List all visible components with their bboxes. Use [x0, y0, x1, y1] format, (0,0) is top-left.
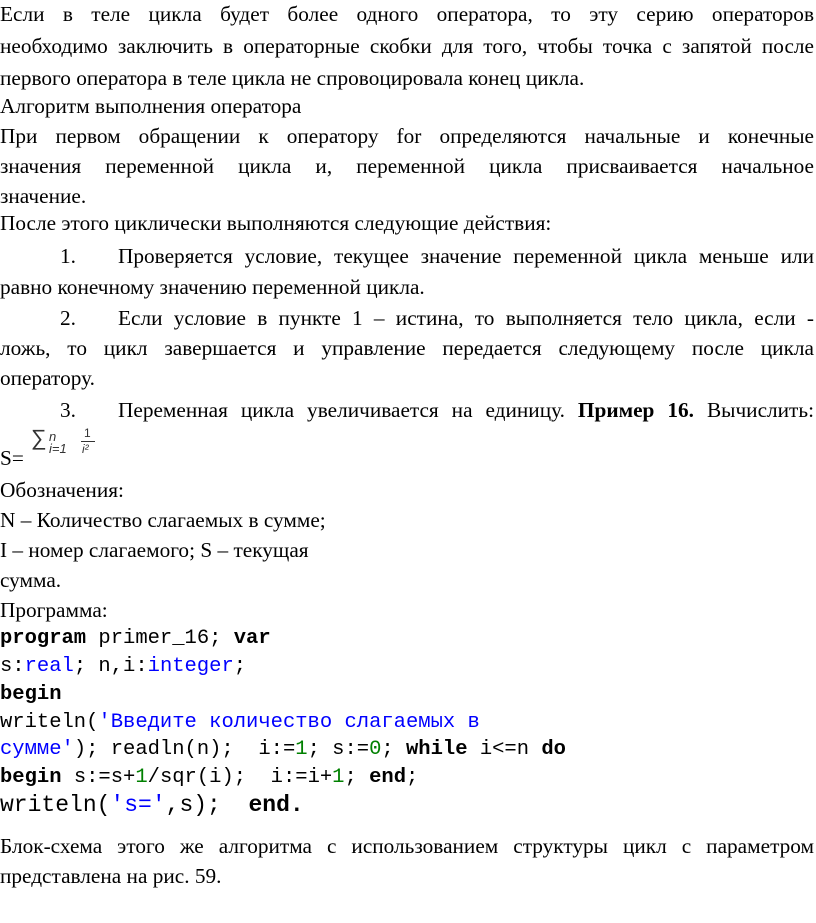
code-line [0, 738, 566, 761]
section-heading: Алгоритм выполнения оператора [0, 94, 302, 118]
code-text: ; s:= [307, 738, 370, 761]
code-type: real [24, 655, 74, 678]
step-number: 2. [60, 306, 76, 330]
paragraph-line: Блок-схема этого же алгоритма с использованием структуры цикл с параметром [0, 834, 814, 858]
code-string: 's=' [110, 792, 166, 818]
code-number: 0 [369, 738, 382, 761]
code-text: ; [344, 766, 370, 789]
step-text: Проверяется условие, текущее значение переменной цикла меньше или [118, 244, 814, 268]
code-number: 1 [135, 766, 148, 789]
code-string: сумме' [0, 738, 74, 761]
step-text [118, 398, 814, 423]
code-text: writeln( [0, 711, 99, 734]
code-text: primer_16; [86, 627, 234, 650]
notation-line: сумма. [0, 568, 62, 592]
code-line [0, 792, 304, 818]
step-text-main: Переменная цикла увеличивается на единицу. [118, 398, 565, 422]
formula-prefix: S= [0, 446, 24, 470]
code-keyword: do [541, 738, 566, 761]
code-text: ; [381, 738, 406, 761]
code-line [0, 627, 271, 650]
notation-line: N – Количество слагаемых в сумме; [0, 508, 326, 532]
notation-line: I – номер слагаемого; S – текущая [0, 538, 309, 562]
paragraph-line: первого оператора в теле цикла не спровоцировала конец цикла. [0, 66, 585, 90]
paragraph-line: значение. [0, 184, 87, 208]
step-text: оператору. [0, 366, 95, 390]
code-keyword: var [233, 627, 271, 650]
code-text: ; n,i: [73, 655, 148, 678]
code-text: ); readln(n); i:= [73, 738, 296, 761]
example-label: Пример 16. [577, 398, 694, 422]
code-keyword: end. [248, 792, 304, 818]
code-keyword: program [0, 627, 87, 650]
code-type: integer [147, 655, 234, 678]
step-number: 1. [60, 244, 76, 268]
step-text: Если условие в пункте 1 – истина, то выполняется тело цикла, если - [118, 306, 814, 330]
code-keyword: while [406, 738, 468, 761]
code-line [0, 766, 418, 789]
fraction-denominator: i² [82, 442, 89, 456]
code-line [0, 711, 480, 734]
code-line [0, 683, 62, 706]
code-text: ; [233, 655, 247, 678]
code-text: ,s); [165, 792, 249, 818]
code-text: ; [406, 766, 419, 789]
code-text: /sqr(i); i:=i+ [147, 766, 333, 789]
code-number: 1 [332, 766, 345, 789]
code-keyword: end [369, 766, 406, 789]
code-text: writeln( [0, 792, 111, 818]
step-text: ложь, то цикл завершается и управление передается следующему после цикла [0, 336, 814, 360]
code-line [0, 655, 246, 678]
paragraph-line: При первом обращении к оператору for определяются начальные и конечные [0, 124, 814, 148]
notation-title: Обозначения: [0, 478, 124, 502]
code-number: 1 [295, 738, 308, 761]
code-text: i<=n [467, 738, 542, 761]
program-label: Программа: [0, 598, 108, 622]
code-string: 'Введите количество слагаемых в [98, 711, 480, 734]
paragraph-line: представлена на рис. 59. [0, 864, 222, 888]
paragraph-line: значения переменной цикла и, переменной цикла присваивается начальное [0, 154, 814, 178]
step-text-tail: Вычислить: [706, 398, 814, 422]
sum-upper: n [49, 429, 57, 444]
paragraph-line: Если в теле цикла будет более одного оператора, то эту серию операторов [0, 2, 814, 26]
fraction-numerator: 1 [84, 426, 91, 440]
code-keyword: begin [0, 766, 62, 789]
sigma-symbol: ∑ [31, 425, 47, 450]
step-text: равно конечному значению переменной цикла. [0, 275, 425, 299]
sum-lower: i=1 [49, 441, 67, 456]
code-text: s:=s+ [61, 766, 136, 789]
code-text: s: [0, 655, 25, 678]
code-keyword: begin [0, 683, 62, 706]
step-number: 3. [60, 398, 76, 422]
paragraph-line: После этого циклически выполняются следующие действия: [0, 211, 552, 235]
paragraph-line: необходимо заключить в операторные скобки для того, чтобы точка с запятой после [0, 34, 814, 58]
